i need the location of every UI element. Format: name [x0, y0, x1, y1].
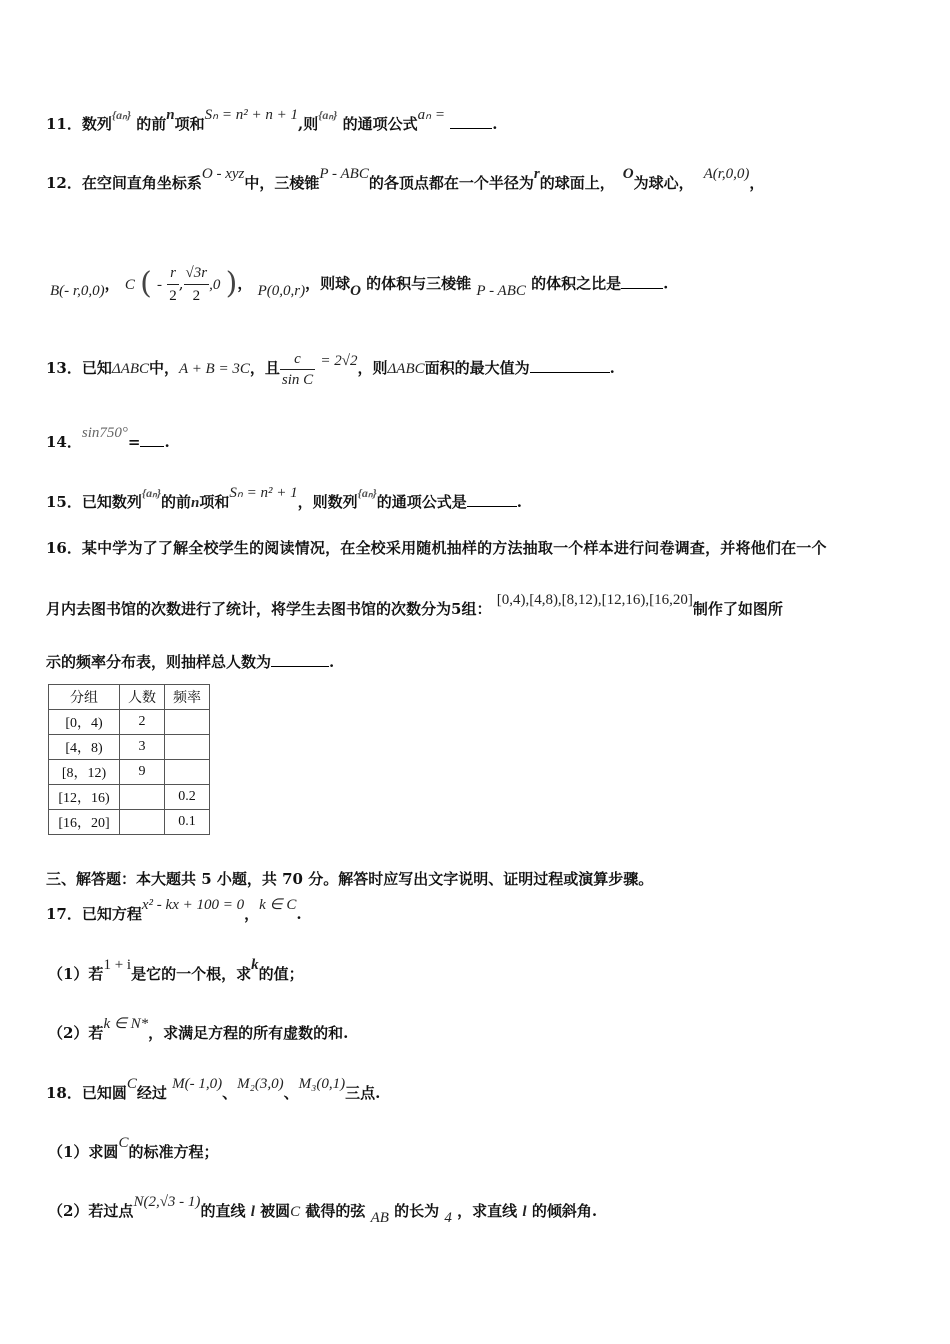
table-cell	[120, 810, 165, 835]
table-row	[49, 785, 210, 810]
table-cell: [8，12)	[49, 760, 120, 785]
q16-number: 16．	[46, 539, 82, 557]
q11-formula: Sₙ = n² + n + 1	[204, 107, 298, 123]
table-cell: 2	[120, 710, 165, 735]
table-header: 频率	[165, 685, 210, 710]
table-cell	[165, 735, 210, 760]
question-17-part1: （1）若1 + i是它的一个根，求k的值；	[48, 957, 304, 983]
q15-answer-blank[interactable]	[467, 490, 517, 507]
frequency-table	[48, 684, 210, 835]
question-18: 18．已知圆C经过 M(- 1,0)、M₂(3,0)、M₃(0,1)三点.	[46, 1076, 381, 1102]
question-12-line2: B(- r,0,0)， C ( - $\frac{r}{2}$ , $\frac{√3r}{2}$ ,0 )， P(0,0,r)，则球O 的体积与三棱锥 P - ABC 的体积之比是 .	[46, 262, 904, 307]
q13-answer-blank[interactable]	[530, 356, 610, 373]
q16-answer-blank[interactable]	[271, 650, 329, 667]
table-row	[49, 760, 210, 785]
q11-number: 11．	[46, 115, 82, 133]
table-cell	[165, 710, 210, 735]
table-cell: 9	[120, 760, 165, 785]
table-header: 人数	[120, 685, 165, 710]
q12-answer-blank[interactable]	[621, 272, 663, 289]
q14-answer-blank[interactable]	[140, 430, 164, 447]
question-17: 17．已知方程x² - kx + 100 = 0，k ∈ C.	[46, 897, 302, 923]
table-cell: [12，16)	[49, 785, 120, 810]
question-13: 13．已知ΔABC中，A + B = 3C，且 $\frac{c}{\text{sin C}}$ = 2√2，则ΔABC面积的最大值为 .	[46, 350, 615, 388]
question-16: 16．某中学为了了解全校学生的阅读情况，在全校采用随机抽样的方法抽取一个样本进行问卷调查，并将他们在一个	[46, 539, 827, 557]
table-cell: 0.1	[165, 810, 210, 835]
question-18-part2: （2）若过点N(2,√3 - 1)的直线 l 被圆C 截得的弦 AB 的长为 4 ，求直线 l 的倾斜角.	[48, 1194, 598, 1226]
q15-number: 15．	[46, 493, 82, 511]
q16-intervals: [0,4),[4,8),[8,12),[12,16),[16,20]	[496, 592, 693, 608]
q12-number: 12．	[46, 174, 82, 192]
table-cell: 0.2	[165, 785, 210, 810]
question-14: 14．sin750°= .	[46, 425, 170, 451]
table-cell: [0，4)	[49, 710, 120, 735]
question-11: 11．数列$^{\{a_n\}}$ 的前n项和Sₙ = n² + n + 1,则$^{\{a_n\}}$ 的通项公式aₙ = .	[46, 107, 498, 133]
question-15: 15．已知数列$^{\{a_n\}}$的前n项和Sₙ = n² + 1，则数列$^{\{a_n\}}$的通项公式是 .	[46, 485, 523, 511]
question-17-part2: （2）若k ∈ N*，求满足方程的所有虚数的和.	[48, 1016, 349, 1042]
q11-seq: {aₙ}	[111, 108, 132, 122]
table-row	[49, 710, 210, 735]
table-cell: [16，20]	[49, 810, 120, 835]
question-16-line3: 示的频率分布表，则抽样总人数为 .	[46, 650, 904, 673]
table-header: 分组	[49, 685, 120, 710]
q13-fraction: $\frac{c}{\text{sin C}}$	[281, 350, 314, 388]
q12-frac-r-over-2: $\frac{r}{2}$	[167, 262, 179, 307]
q14-number: 14．	[46, 433, 82, 451]
question-16-line2: 月内去图书馆的次数进行了统计，将学生去图书馆的次数分为5组： [0,4),[4,8),[8,12),[12,16),[16,20]制作了如图所	[46, 592, 783, 618]
table-row	[49, 810, 210, 835]
table-cell: 3	[120, 735, 165, 760]
section-3-heading: 三、解答题：本大题共 5 小题，共 70 分。解答时应写出文字说明、证明过程或演算步骤。	[46, 870, 654, 888]
table-cell: [4，8)	[49, 735, 120, 760]
q13-number: 13．	[46, 359, 82, 377]
question-12: 12．在空间直角坐标系O - xyz中，三棱锥P - ABC的各顶点都在一个半径为r的球面上， O为球心， A(r,0,0)，	[46, 166, 765, 192]
table-cell	[120, 785, 165, 810]
question-18-part1: （1）求圆C的标准方程；	[48, 1135, 219, 1161]
table-header-row	[49, 685, 210, 710]
table-cell	[165, 760, 210, 785]
q11-answer-blank[interactable]	[450, 112, 492, 129]
q18-number: 18．	[46, 1084, 82, 1102]
q17-number: 17．	[46, 905, 82, 923]
table-row	[49, 735, 210, 760]
q12-frac-sqrt3r-over-2: $\frac{√3r}{2}$	[184, 262, 210, 307]
